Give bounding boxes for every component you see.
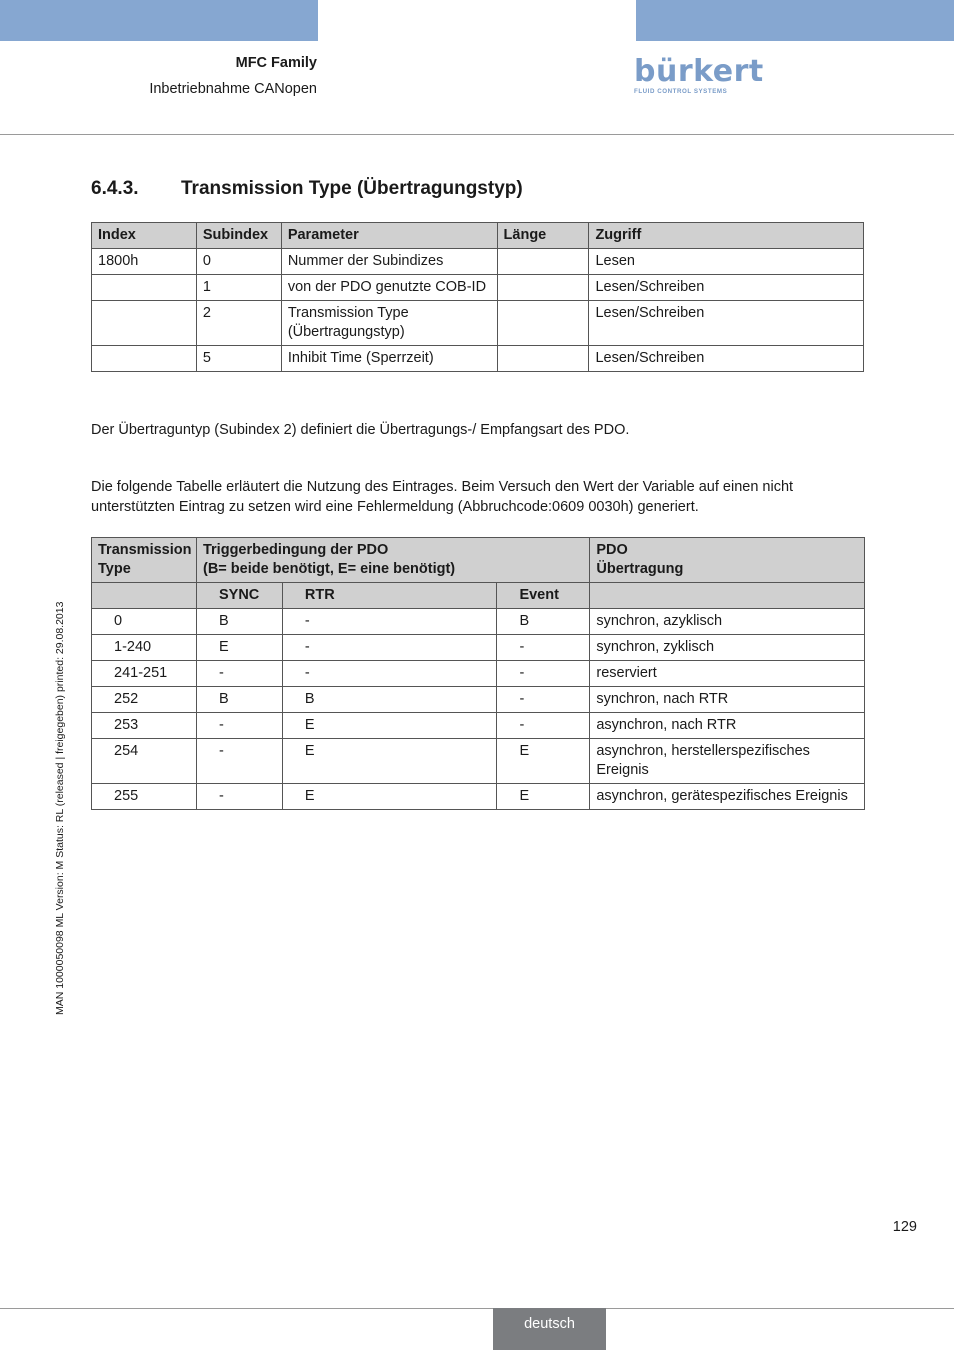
col-access: Zugriff: [589, 223, 864, 249]
paragraph-subindex: Der Übertraguntyp (Subindex 2) definiert die Übertragungs-/ Empfangsart des PDO.: [91, 422, 630, 438]
section-title: Transmission Type (Übertragungstyp): [181, 178, 523, 199]
table-row: [92, 661, 865, 687]
cell-length: [497, 346, 589, 372]
cell-rtr: E: [282, 713, 497, 739]
cell-sync: -: [196, 713, 282, 739]
cell-sync: E: [196, 635, 282, 661]
cell-transmission: reserviert: [590, 661, 865, 687]
cell-rtr: -: [282, 661, 497, 687]
cell-type: 241-251: [92, 661, 197, 687]
cell-rtr: E: [282, 784, 497, 810]
cell-length: [497, 249, 589, 275]
cell-sync: -: [196, 784, 282, 810]
document-status-note: MAN 1000050098 ML Version: M Status: RL (released | freigegeben) printed: 29.08.2013: [54, 601, 66, 1015]
col-index: Index: [92, 223, 197, 249]
cell-index: [92, 275, 197, 301]
trigger-header-line1: Triggerbedingung der PDO: [202, 542, 389, 558]
cell-type: 253: [92, 713, 197, 739]
cell-access: Lesen/Schreiben: [589, 301, 864, 346]
cell-transmission: asynchron, gerätespezifisches Ereignis: [590, 784, 865, 810]
table-row: [92, 687, 865, 713]
paragraph-table-explanation: Die folgende Tabelle erläutert die Nutzung des Eintrages. Beim Versuch den Wert der Variable auf einen nicht unterstützten Eintrag zu setzen wird eine Fehlermeldung (Abbruchcode:0609 0030h) generiert.: [91, 479, 794, 515]
cell-subindex: 5: [196, 346, 281, 372]
cell-index: 1800h: [92, 249, 197, 275]
cell-event: -: [497, 687, 590, 713]
section-heading: [91, 178, 523, 200]
cell-parameter: Inhibit Time (Sperrzeit): [281, 346, 497, 372]
cell-parameter: von der PDO genutzte COB-ID: [281, 275, 497, 301]
table-row: [92, 784, 865, 810]
table-row: [92, 713, 865, 739]
sub-empty: [590, 583, 865, 609]
logo-tagline: FLUID CONTROL SYSTEMS: [634, 88, 728, 95]
cell-parameter: Nummer der Subindizes: [281, 249, 497, 275]
transmission-table-header: [92, 538, 865, 583]
cell-subindex: 1: [196, 275, 281, 301]
header-divider: [0, 134, 954, 135]
col-subindex: Subindex: [196, 223, 281, 249]
object-table-header: [92, 223, 864, 249]
language-tab: deutsch: [493, 1308, 606, 1350]
sub-empty: [92, 583, 197, 609]
cell-index: [92, 301, 197, 346]
cell-rtr: B: [282, 687, 497, 713]
cell-transmission: synchron, zyklisch: [590, 635, 865, 661]
cell-access: Lesen/Schreiben: [589, 346, 864, 372]
table-row: [92, 739, 865, 784]
cell-access: Lesen: [589, 249, 864, 275]
col-rtr: RTR: [282, 583, 497, 609]
col-trigger-condition: [196, 538, 589, 583]
cell-parameter: Transmission Type (Übertragungstyp): [281, 301, 497, 346]
logo-word: bürkert: [634, 54, 764, 89]
col-transmission-type: [92, 538, 197, 583]
cell-rtr: E: [282, 739, 497, 784]
section-number: 6.4.3.: [91, 178, 139, 199]
cell-event: -: [497, 713, 590, 739]
cell-sync: -: [196, 661, 282, 687]
trigger-header-line2: (B= beide benötigt, E= eine benötigt): [202, 561, 456, 577]
cell-transmission: asynchron, herstellerspezifisches Ereignis: [590, 739, 865, 784]
cell-type: 254: [92, 739, 197, 784]
header-bar-left: [0, 0, 318, 41]
table-row: [92, 301, 864, 346]
document-title: MFC Family: [235, 55, 317, 71]
object-table: [91, 222, 864, 372]
cell-length: [497, 301, 589, 346]
col-pdo-transmission: [590, 538, 865, 583]
cell-length: [497, 275, 589, 301]
header-bar-right: [636, 0, 954, 41]
burkert-logo: [634, 54, 764, 95]
cell-sync: B: [196, 687, 282, 713]
cell-sync: B: [196, 609, 282, 635]
footer-divider: [0, 1308, 954, 1309]
cell-type: 0: [92, 609, 197, 635]
transmission-table-subheader: [92, 583, 865, 609]
col-parameter: Parameter: [281, 223, 497, 249]
table-row: [92, 346, 864, 372]
cell-rtr: -: [282, 635, 497, 661]
col-length: Länge: [497, 223, 589, 249]
cell-rtr: -: [282, 609, 497, 635]
cell-event: -: [497, 635, 590, 661]
cell-type: 255: [92, 784, 197, 810]
cell-transmission: synchron, nach RTR: [590, 687, 865, 713]
col-sync: SYNC: [196, 583, 282, 609]
cell-transmission: synchron, azyklisch: [590, 609, 865, 635]
transmission-type-table: [91, 537, 865, 810]
cell-transmission: asynchron, nach RTR: [590, 713, 865, 739]
cell-event: E: [497, 739, 590, 784]
cell-event: -: [497, 661, 590, 687]
col-event: Event: [497, 583, 590, 609]
table-row: [92, 635, 865, 661]
cell-event: B: [497, 609, 590, 635]
pdo-header-line2: Übertragung: [596, 561, 684, 577]
cell-event: E: [497, 784, 590, 810]
cell-type: 1-240: [92, 635, 197, 661]
pdo-header-line1: PDO: [596, 542, 628, 558]
cell-subindex: 0: [196, 249, 281, 275]
cell-index: [92, 346, 197, 372]
cell-subindex: 2: [196, 301, 281, 346]
table-row: [92, 609, 865, 635]
document-subtitle: Inbetriebnahme CANopen: [149, 81, 317, 97]
table-row: [92, 249, 864, 275]
table-row: [92, 275, 864, 301]
page-number: 129: [892, 1219, 917, 1235]
cell-access: Lesen/Schreiben: [589, 275, 864, 301]
cell-sync: -: [196, 739, 282, 784]
cell-type: 252: [92, 687, 197, 713]
col-transmission-type-label: Transmission Type: [98, 542, 192, 577]
